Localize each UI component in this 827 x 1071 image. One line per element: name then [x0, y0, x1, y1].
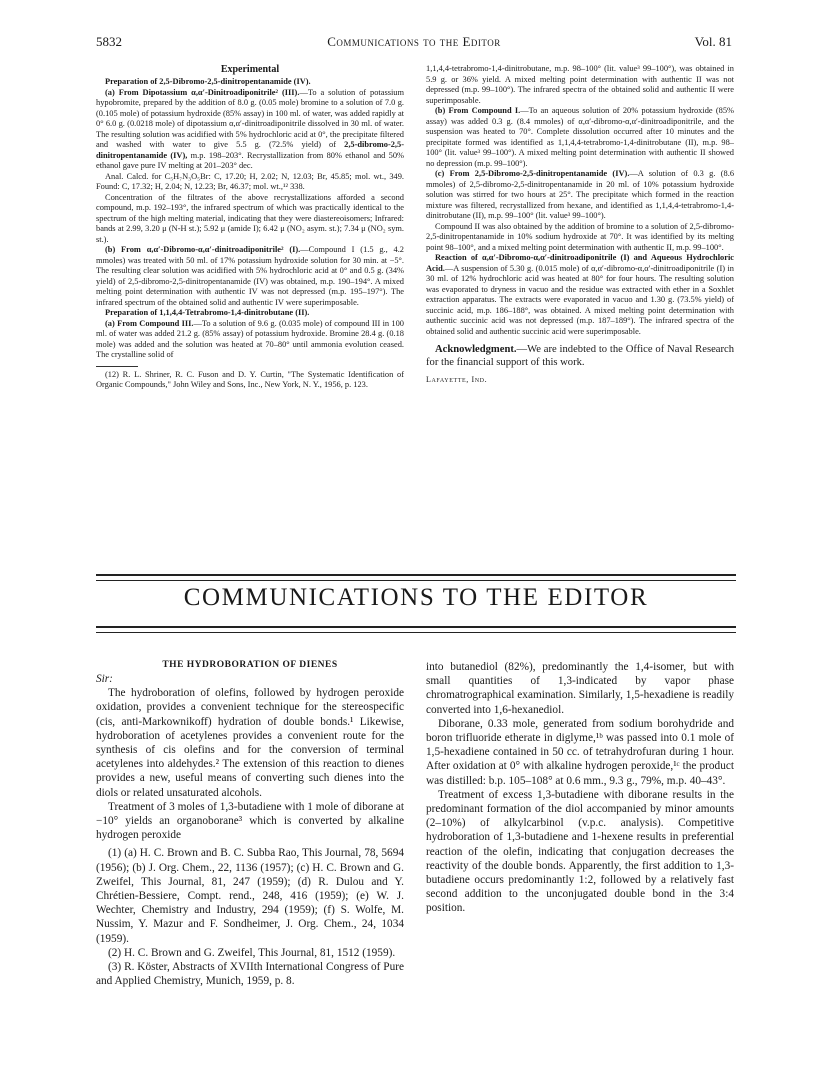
affiliation: Lafayette, Ind.: [426, 375, 488, 384]
prep-ii-b-text: —To an aqueous solution of 20% potassium hydroxide (85% assay) was added 0.3 g. (8.4 mmoles) of α,α′-dibromo-α,α′-dinitroadiponitrile, and the suspension was heated to 70°. Complete dissolution occurred after 10 minutes and the precipitate formed was identified as 1,1,4,4-tetrabromo-1,4-dinitrobutane (II), m.p. 98–100° (lit. value³ 99–100°). A mixed melting point determination with authentic II showed no depression (m.p. 99–100°).: [426, 106, 734, 168]
article-right-column: [426, 660, 734, 916]
prep-iv-b-text: —Compound I (1.5 g., 4.2 mmoles) was treated with 50 ml. of 17% potassium hydroxide solution for 30 min. at −5°. The resulting clear solution was acidified with 5% hydrochloric acid at 0° and 0.5 g. (34% yield) of 2,5-dibromo-2,5-dinitropentanamide (IV) was obtained, m.p. 190–194°. A mixed melting point determination with authentic IV was not depressed (m.p. 195–197°). The infrared spectrum of the obtained solid and authentic IV were superimposable.: [96, 245, 404, 307]
page-number: 5832: [96, 34, 122, 49]
footnote-1: (1) (a) H. C. Brown and B. C. Subba Rao, This Journal, 78, 5694 (1956); (b) J. Org. Chem., 22, 1136 (1957); (c) H. C. Brown and G. Zweifel, This Journal, 81, 247 (1959); (d) R. Dulou and Y. Chrétien-Bessiere, Compt. rend., 248, 416 (1959); (e) W. J. Wechter, Chemistry and Industry, 294 (1959); (f) S. Wolfe, M. Nussim, Y. Mazur and F. Sondheimer, J. Org. Chem., 24, 1034 (1959).: [96, 847, 404, 945]
running-header: [96, 34, 732, 50]
banner-rule-top: [96, 574, 736, 581]
prep-ii-c-head: (c) From 2,5-Dibromo-2,5-dinitropentanamide (IV).: [435, 169, 630, 178]
acknowledgment: [426, 343, 734, 369]
communication-article: [96, 660, 736, 1060]
prep-iv-a-text: —To a solution of potassium hypobromite, prepared by the addition of 8.0 g. (0.05 mole) bromine to a solution of 7.0 g. (0.105 mole) of potassium hydroxide (85% assay) in 100 ml. of water, was added rapidly at 0° 6.0 g. (0.0218 mole) of dipotassium α,α′-dinitroadiponitrile dissolved in 30 ml. of water. The resulting solution was acidified with 5% hydrochloric acid at 0°, the precipitate filtered and washed with water to give 5.5 g. (72.5% yield) of: [96, 87, 404, 149]
prep-ii-title: Preparation of 1,1,4,4-Tetrabromo-1,4-dinitrobutane (II).: [105, 308, 310, 317]
concentration-paragraph: Concentration of the filtrates of the above recrystallizations afforded a second compound, m.p. 192–193°, the infrared spectrum of which was practically identical to the spectrum of the high melting material, indicating that they were diastereoisomers; Infrared: bands at 2.99, 3.20 μ (N-H st.); 5.92 μ (amide I); 6.42 μ (NO₂ asym. st.); 7.34 μ (NO₂ sym. st.).: [96, 192, 404, 244]
acknowledgment-text: —We are indebted to the Office of Naval Research for the financial support of this work.: [426, 344, 734, 368]
acknowledgment-head: Acknowledgment.: [435, 344, 517, 355]
reaction-text: —A suspension of 5.30 g. (0.015 mole) of α,α′-dibromo-α,α′-dinitroadiponitrile (I) in 30 ml. of 12% hydrochloric acid was heated at 80° for four hours. The resulting solution was evaporated to dryness in vacuo and the residue was extracted with ether in a Soxhlet extraction apparatus. The extracts were evaporated in vacuo and 1.30 g. (73.5% yield) of succinic acid, m.p. 186–188°, was obtained. A mixed melting point determination with authentic succinic acid was not depressed (m.p. 187–189°). The infrared spectra of the obtained solid and authentic succinic acid were superimposable.: [426, 263, 734, 336]
analysis-paragraph: Anal. Calcd. for C₅H₇N₃O₅Br: C, 17.20; H, 2.02; N, 12.03; Br, 45.85; mol. wt., 349. Found: C, 17.32; H, 2.04; N, 12.23; Br, 46.37; mol. wt.,¹² 338.: [96, 171, 404, 191]
running-title: Communications to the Editor: [327, 34, 501, 49]
prep-iv-a-head: (a) From Dipotassium α,α′-Dinitroadiponitrile² (III).: [105, 87, 300, 97]
article-title: THE HYDROBORATION OF DIENES: [162, 660, 338, 670]
compound-ii-paragraph: Compound II was also obtained by the addition of bromine to a solution of 2,5-dibromo-2,5-dinitropentanamide in 10% sodium hydroxide at 70°. It was identified by its melting point 98–100°, and a mixed melting point determination with authentic II, m.p. 99–100°.: [426, 221, 734, 252]
article-left-column: [96, 660, 404, 988]
reaction-head: Reaction of α,α′-Dibromo-α,α′-dinitroadiponitrile (I) and Aqueous Hydrochloric Acid.: [426, 253, 734, 273]
footnote-12: (12) R. L. Shriner, R. C. Fuson and D. Y. Curtin, "The Systematic Identification of Organic Compounds," John Wiley and Sons, Inc., New York, N. Y., 1956, p. 123.: [96, 369, 404, 389]
article-paragraph-3: into butanediol (82%), predominantly the 1,4-isomer, but with small quantities of 1,3-indicated by vapor phase chromatrographical examination. Similarly, 1,5-hexadiene is readily converted into 1,6-hexanediol.: [426, 661, 734, 716]
experimental-left-column: [96, 64, 404, 391]
experimental-right-column: [426, 64, 734, 384]
prep-iv-a-tail: m.p. 198–203°. Recrystallization from 80% ethanol and 50% ethanol gave pure IV melting at 201–203° dec.: [96, 150, 404, 170]
article-paragraph-1: The hydroboration of olefins, followed by hydrogen peroxide oxidation, provides a convenient technique for the stereospecific (cis, anti-Markownikoff) hydration of double bonds.¹ Likewise, hydroboration of acetylenes provides a convenient route for the synthesis of cis olefins and for the conversion of terminal acetylenes into aldehydes.² The extension of this reaction to dienes provides a new, useful means of converting such dienes into the diols or related unsaturated alcohols.: [96, 687, 404, 799]
banner-rule-bottom: [96, 626, 736, 633]
section-banner: COMMUNICATIONS TO THE EDITOR: [183, 584, 649, 611]
article-paragraph-2: Treatment of 3 moles of 1,3-butadiene with 1 mole of diborane at −10° yields an organoborane³ which is converted by alkaline hydrogen peroxide: [96, 800, 404, 842]
footnote-divider: [96, 366, 138, 367]
prep-ii-a-text: —To a solution of 9.6 g. (0.035 mole) of compound III in 100 ml. of water was added 21.2 g. (85% assay) of potassium hydroxide. Bromine 28.4 g. (0.18 mole) was added and the solution was heated at 70–80° until ammonia evolution ceased. The crystalline solid of: [96, 318, 404, 359]
prep-iv-title: Preparation of 2,5-Dibromo-2,5-dinitropentanamide (IV).: [105, 77, 311, 86]
salutation: Sir:: [96, 673, 113, 685]
prep-ii-b-head: (b) From Compound I.: [435, 106, 521, 115]
experimental-section: [96, 64, 736, 544]
footnote-2: (2) H. C. Brown and G. Zweifel, This Journal, 81, 1512 (1959).: [108, 946, 396, 959]
prep-ii-c-text: —A solution of 0.3 g. (8.6 mmoles) of 2,5-dibromo-2,5-dinitropentanamide in 20 ml. of 10% potassium hydroxide solution was stirred for two hours at 25°. The precipitate which formed in the reaction mixture was filtered, recrystallized from hexane, and identified as 1,1,4,4-tetrabromo-1,4-dinitrobutane (II), m.p. 99–100° (lit. value³ 99–100°).: [426, 169, 735, 220]
prep-iv-b-head: (b) From α,α′-Dibromo-α,α′-dinitroadiponitrile² (I).: [105, 245, 301, 254]
article-paragraph-4: Diborane, 0.33 mole, generated from sodium borohydride and boron trifluoride etherate in diglyme,¹ᵇ was passed into 0.1 mole of 1,5-hexadiene contained in 50 cc. of tetrahydrofuran during 1 hour. After oxidation at 0° with alkaline hydrogen peroxide,¹ᶜ the product was distilled: b.p. 105–108° at 0.6 mm., 9.3 g., 79%, m.p. 40–43°.: [426, 717, 734, 787]
prep-ii-a-continued: 1,1,4,4-tetrabromo-1,4-dinitrobutane, m.p. 98–100° (lit. value³ 99–100°), was obtained in 5.9 g. or 36% yield. A mixed melting point determination with authentic II was not depressed (m.p. 99–100°). The infrared spectra of the obtained solid and authentic II were superimposable.: [426, 64, 734, 105]
prep-ii-a-head: (a) From Compound III.: [105, 318, 194, 328]
article-paragraph-5: Treatment of excess 1,3-butadiene with diborane results in the predominant formation of the diol accompanied by minor amounts (2–10%) of alkylcarbinol (v.p.c. analysis). Competitive hydroboration of 1,3-butadiene and 1-hexene results in preferential reaction of the olefin, indicating that conjugation decreases the reactivity of the double bonds. Apparently, the first addition to 1,3-butadiene occurs predominantly 1:2, followed by a relatively fast second addition to the unconjugated double bond in the 3:4 position.: [426, 788, 734, 915]
footnote-3: (3) R. Köster, Abstracts of XVIIth International Congress of Pure and Applied Chemistry, Munich, 1959, p. 8.: [96, 961, 404, 988]
experimental-heading: Experimental: [220, 64, 280, 75]
volume-label: Vol. 81: [694, 34, 732, 49]
prep-iv-a-bold: 2,5-dibromo-2,5-dinitropentanamide (IV),: [96, 140, 404, 160]
